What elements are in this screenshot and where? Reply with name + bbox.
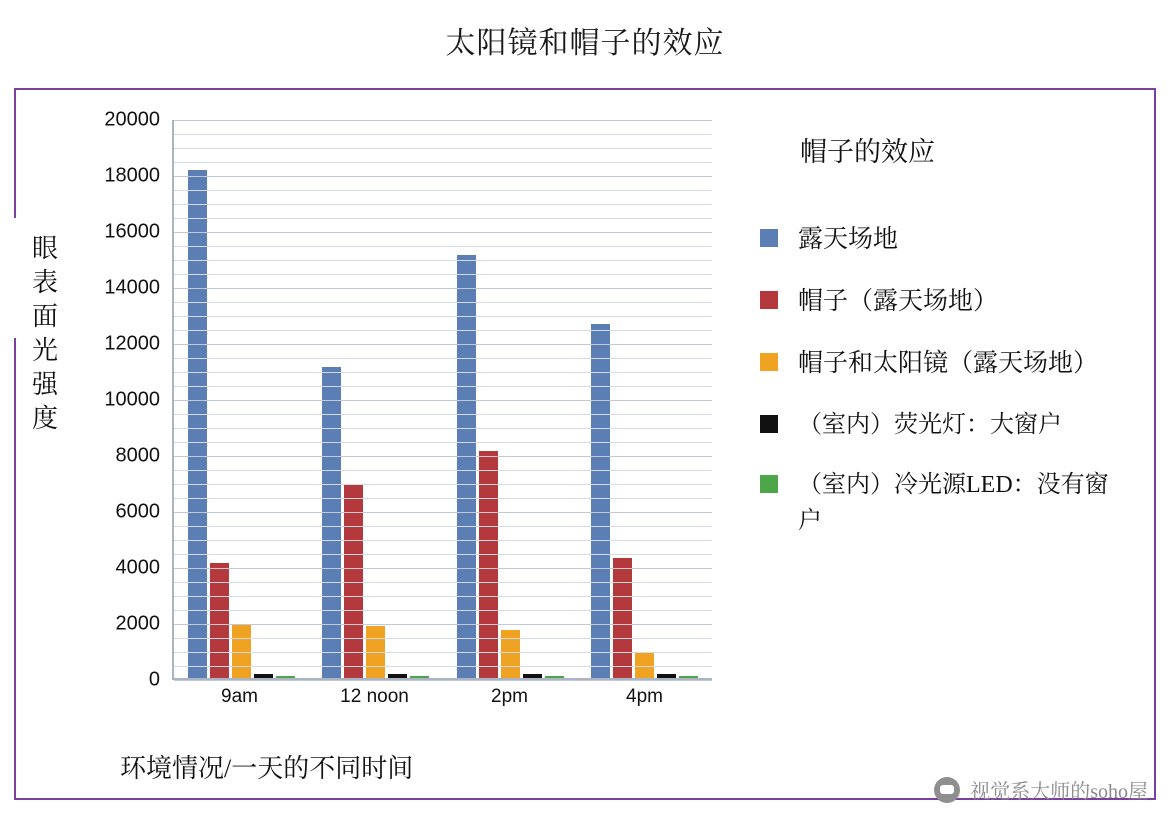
gridline: [174, 330, 712, 331]
gridline: [174, 400, 712, 401]
chart-legend: [760, 130, 1150, 563]
bar: [254, 674, 273, 678]
gridline: [174, 666, 712, 667]
gridline: [174, 218, 712, 219]
x-axis-tick-labels: [172, 686, 712, 708]
frame-border-gap: [13, 218, 17, 338]
legend-swatch: [760, 475, 778, 493]
gridline: [174, 568, 712, 569]
watermark-label: 视觉系大师的soho屋: [970, 781, 1148, 803]
bar: [545, 676, 564, 678]
y-axis-tick-label: 0: [148, 668, 160, 691]
legend-item[interactable]: [760, 467, 1150, 539]
gridline: [174, 260, 712, 261]
y-axis-tick-label: 8000: [115, 444, 160, 467]
gridline: [174, 582, 712, 583]
page-title: 太阳镜和帽子的效应: [445, 27, 725, 60]
gridline: [174, 414, 712, 415]
bar: [479, 451, 498, 678]
y-axis-tick-label: 12000: [104, 332, 160, 355]
gridline: [174, 652, 712, 653]
gridline: [174, 596, 712, 597]
legend-item[interactable]: [760, 221, 1150, 259]
wechat-icon: [934, 777, 960, 803]
gridline: [174, 148, 712, 149]
gridline: [174, 162, 712, 163]
gridline: [174, 624, 712, 625]
gridline: [174, 190, 712, 191]
gridline: [174, 512, 712, 513]
bar: [457, 255, 476, 678]
gridline: [174, 344, 712, 345]
gridline: [174, 176, 712, 177]
gridline: [174, 428, 712, 429]
plot-area: [80, 108, 740, 708]
bar: [523, 674, 542, 678]
gridline: [174, 470, 712, 471]
x-axis-title: 环境情况/一天的不同时间: [120, 754, 414, 783]
gridline: [174, 246, 712, 247]
legend-title: 帽子的效应: [800, 137, 935, 167]
x-axis-tick-label: 12 noon: [340, 686, 409, 707]
bar: [613, 558, 632, 678]
gridline: [174, 442, 712, 443]
bar: [635, 652, 654, 678]
gridline: [174, 526, 712, 527]
legend-label: （室内）荧光灯：大窗户: [798, 412, 1062, 438]
gridline: [174, 680, 712, 681]
x-axis-tick-label: 4pm: [626, 686, 663, 707]
gridline: [174, 498, 712, 499]
gridline: [174, 204, 712, 205]
gridline: [174, 358, 712, 359]
legend-swatch: [760, 229, 778, 247]
gridline: [174, 554, 712, 555]
bar: [657, 674, 676, 678]
gridline: [174, 288, 712, 289]
legend-label: 露天场地: [798, 226, 899, 253]
gridline: [174, 484, 712, 485]
legend-swatch: [760, 353, 778, 371]
gridline: [174, 120, 712, 121]
bar: [388, 674, 407, 678]
y-axis-tick-label: 20000: [104, 108, 160, 131]
y-axis-tick-label: 16000: [104, 220, 160, 243]
bar: [410, 676, 429, 678]
gridline: [174, 372, 712, 373]
bar: [679, 676, 698, 678]
gridline: [174, 316, 712, 317]
y-axis-tick-label: 10000: [104, 388, 160, 411]
gridline: [174, 386, 712, 387]
x-axis-tick-label: 9am: [221, 686, 258, 707]
y-axis-tick-labels: [80, 108, 166, 691]
legend-item[interactable]: [760, 283, 1150, 321]
gridline: [174, 232, 712, 233]
plot-canvas: [172, 120, 712, 680]
legend-item-list: [760, 221, 1150, 539]
x-axis-tick-label: 2pm: [491, 686, 528, 707]
y-axis-title: 眼 表 面 光 强 度: [31, 234, 58, 433]
legend-swatch: [760, 415, 778, 433]
y-axis-tick-label: 6000: [115, 500, 160, 523]
legend-label: （室内）冷光源LED：没有窗户: [798, 472, 1109, 534]
legend-item[interactable]: [760, 345, 1150, 383]
legend-item[interactable]: [760, 407, 1150, 443]
y-axis-tick-label: 4000: [115, 556, 160, 579]
gridline: [174, 638, 712, 639]
y-axis-tick-label: 14000: [104, 276, 160, 299]
y-axis-tick-label: 2000: [115, 612, 160, 635]
gridline: [174, 134, 712, 135]
y-axis-tick-label: 18000: [104, 164, 160, 187]
watermark: [934, 775, 1148, 804]
legend-swatch: [760, 291, 778, 309]
gridline: [174, 274, 712, 275]
gridline: [174, 610, 712, 611]
bar: [276, 676, 295, 678]
bar: [210, 563, 229, 678]
gridline: [174, 456, 712, 457]
gridline: [174, 302, 712, 303]
legend-label: 帽子和太阳镜（露天场地）: [798, 350, 1099, 377]
gridline: [174, 540, 712, 541]
legend-label: 帽子（露天场地）: [798, 288, 999, 315]
